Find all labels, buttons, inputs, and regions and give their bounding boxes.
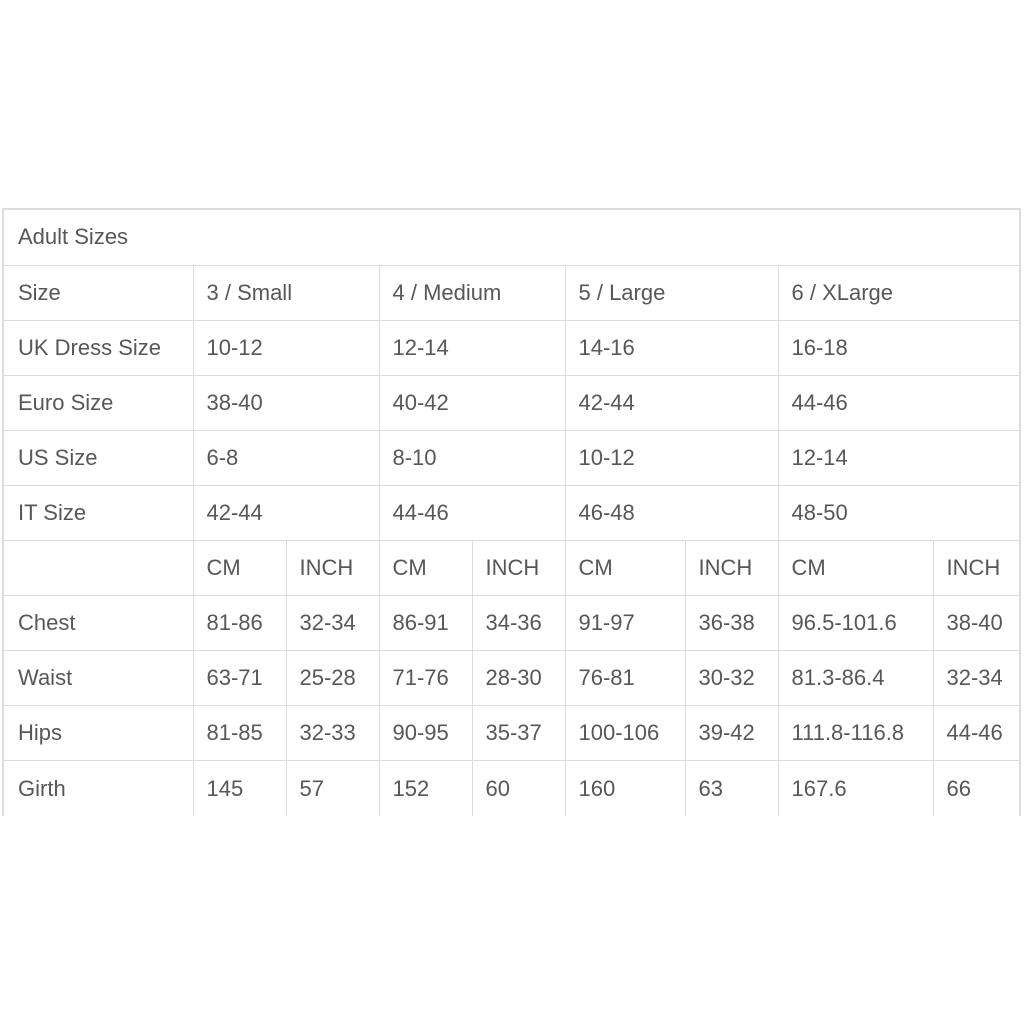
table-cell: 16-18 (778, 320, 1019, 375)
table-cell: 42-44 (565, 375, 778, 430)
size-header-large: 5 / Large (565, 265, 778, 320)
table-cell: 14-16 (565, 320, 778, 375)
table-cell: 152 (379, 760, 472, 816)
table-cell: 111.8-116.8 (778, 705, 933, 760)
table-cell: 160 (565, 760, 685, 816)
table-cell: 38-40 (193, 375, 379, 430)
size-chart-table (2, 208, 1021, 816)
table-cell: 34-36 (472, 595, 565, 650)
conversion-row (4, 430, 1019, 485)
table-cell: 167.6 (778, 760, 933, 816)
table-cell: 48-50 (778, 485, 1019, 540)
conversion-row (4, 375, 1019, 430)
table-cell: 44-46 (379, 485, 565, 540)
table-cell: 12-14 (379, 320, 565, 375)
table-cell: 12-14 (778, 430, 1019, 485)
size-row (4, 265, 1019, 320)
size-table (4, 210, 1019, 816)
unit-header: CM (778, 540, 933, 595)
table-cell: 76-81 (565, 650, 685, 705)
table-cell: 57 (286, 760, 379, 816)
table-caption: Adult Sizes (4, 210, 1019, 265)
table-cell: 66 (946, 775, 971, 801)
row-label: Chest (4, 595, 193, 650)
unit-header: CM (565, 540, 685, 595)
row-label: Girth (4, 760, 193, 816)
table-cell: 81-85 (193, 705, 286, 760)
conversion-row (4, 485, 1019, 540)
table-cell: 44-46 (778, 375, 1019, 430)
conversion-row (4, 320, 1019, 375)
table-cell: 86-91 (379, 595, 472, 650)
table-cell: 28-30 (472, 650, 565, 705)
size-header-small: 3 / Small (193, 265, 379, 320)
size-table-body (4, 210, 1019, 816)
row-label: Euro Size (4, 375, 193, 430)
table-cell: 32-34 (933, 650, 1019, 705)
table-cell: 36-38 (685, 595, 778, 650)
unit-header: CM (193, 540, 286, 595)
table-cell: 91-97 (565, 595, 685, 650)
unit-row (4, 540, 1019, 595)
unit-header: INCH (472, 540, 565, 595)
row-label (4, 540, 193, 595)
measurement-row (4, 760, 1019, 816)
table-cell: 35-37 (472, 705, 565, 760)
table-cell: 32-34 (286, 595, 379, 650)
unit-header: INCH (933, 540, 1019, 595)
table-cell: 39-42 (685, 705, 778, 760)
row-label: Size (4, 265, 193, 320)
table-cell: 96.5-101.6 (778, 595, 933, 650)
table-cell: 10-12 (565, 430, 778, 485)
table-cell: 25-28 (286, 650, 379, 705)
table-cell: 40-42 (379, 375, 565, 430)
unit-header: INCH (286, 540, 379, 595)
table-cell: 145 (193, 760, 286, 816)
table-cell: 10-12 (193, 320, 379, 375)
table-cell: 60 (472, 760, 565, 816)
table-cell: 81-86 (193, 595, 286, 650)
row-label: Hips (4, 705, 193, 760)
table-cell: 90-95 (379, 705, 472, 760)
caption-row (4, 210, 1019, 265)
row-label: Waist (4, 650, 193, 705)
row-label: US Size (4, 430, 193, 485)
table-cell: 44-46 (933, 705, 1019, 760)
measurement-row (4, 705, 1019, 760)
measurement-row (4, 650, 1019, 705)
table-cell: 100-106 (565, 705, 685, 760)
table-cell: 8-10 (379, 430, 565, 485)
size-header-medium: 4 / Medium (379, 265, 565, 320)
table-cell: 6-8 (193, 430, 379, 485)
size-header-xlarge: 6 / XLarge (778, 265, 1019, 320)
table-cell: 71-76 (379, 650, 472, 705)
row-label: IT Size (4, 485, 193, 540)
table-cell: 38-40 (933, 595, 1019, 650)
row-label: UK Dress Size (4, 320, 193, 375)
table-cell: 63 (685, 760, 778, 816)
table-cell: 42-44 (193, 485, 379, 540)
unit-header: INCH (685, 540, 778, 595)
measurement-row (4, 595, 1019, 650)
unit-header: CM (379, 540, 472, 595)
table-cell: 32-33 (286, 705, 379, 760)
table-cell: 81.3-86.4 (778, 650, 933, 705)
table-cell: 63-71 (193, 650, 286, 705)
table-cell: 46-48 (565, 485, 778, 540)
table-cell: 30-32 (685, 650, 778, 705)
